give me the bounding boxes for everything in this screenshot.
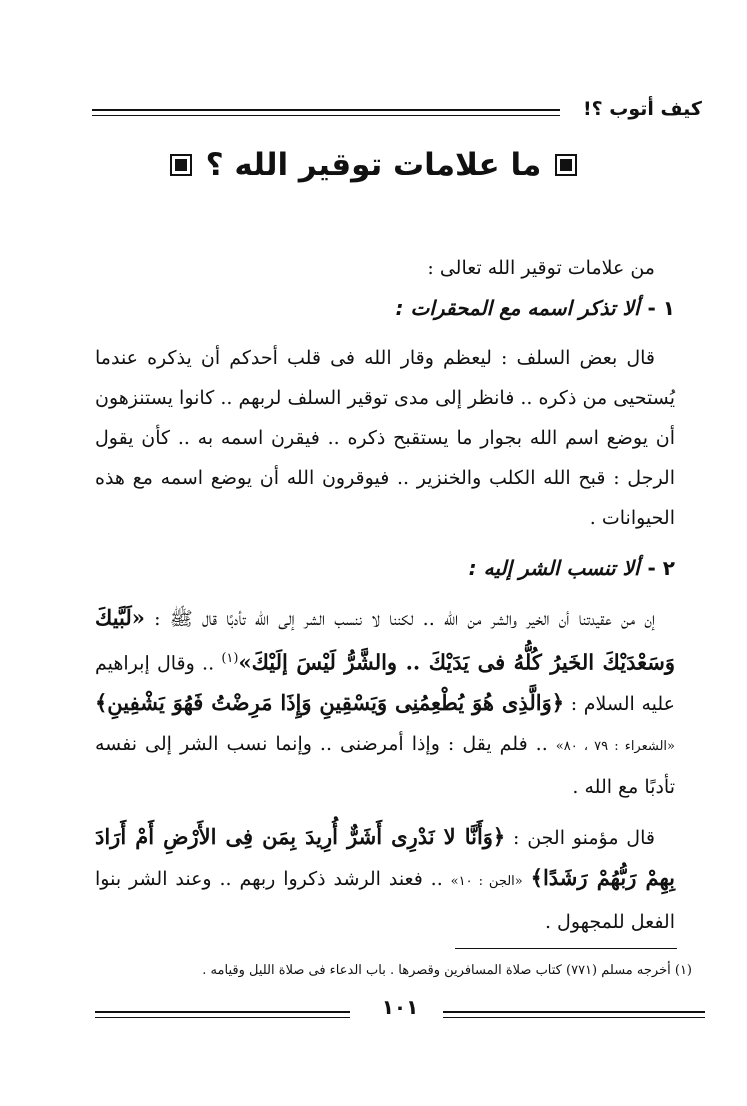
quran-verse: ﴿وَأَنَّا لا نَدْرِى أَشَرٌّ أُرِيدَ بِمَن فِى الأَرْضِ أَمْ أَرَادَ بِهِمْ رَبُّهُمْ رَشَدًا﴾ — [95, 824, 675, 891]
footnote: (١) أخرجه مسلم (٧٧١) كتاب صلاة المسافرين وقصرها . باب الدعاء فى صلاة الليل وقيامه . — [202, 963, 692, 978]
verse-reference: «الشعراء : ٧٩ ، ٨٠» — [555, 739, 676, 755]
quran-verse: ﴿وَالَّذِى هُوَ يُطْعِمُنِى وَيَسْقِينِ وَإِذَا مَرِضْتُ فَهُوَ يَشْفِينِ﴾ — [95, 690, 565, 716]
section-title: ألا تذكر اسمه مع المحقرات : — [395, 296, 640, 320]
running-header-title: كيف أتوب ؟! — [582, 98, 702, 120]
section-heading-2 — [95, 548, 675, 588]
square-ornament-icon — [555, 154, 577, 176]
page-footer — [95, 995, 705, 1025]
running-header — [92, 98, 702, 128]
paragraph — [95, 598, 675, 807]
section-number: ١ - — [647, 296, 675, 320]
verse-reference: «الجن : ١٠» — [450, 874, 523, 890]
paragraph — [95, 817, 675, 942]
section-title: ألا تنسب الشر إليه : — [468, 556, 640, 580]
footnote-rule — [455, 948, 677, 949]
paragraph-text: إن من عقيدتنا أن الخير والشر من الله .. لكننا لا ننسب الشر إلى الله تأدبًا قال ﷺ : — [154, 608, 655, 630]
paragraph-text: .. فلم يقل : وإذا أمرضنى .. وإنما نسب الشر إلى نفسه تأدبًا مع الله . — [95, 733, 675, 799]
chapter-title: ما علامات توقير الله ؟ — [205, 147, 542, 183]
chapter-heading — [0, 140, 747, 190]
footnote-marker: (١) — [221, 651, 239, 666]
intro-line: من علامات توقير الله تعالى : — [427, 257, 655, 279]
hadith-quote: «لَبَّيكَ وَسَعْدَيْكَ الخَيرُ كُلُّهُ فى يَدَيْكَ .. والشَّرُّ لَيْسَ إلَيْكَ» — [95, 605, 675, 675]
paragraph-text: قال مؤمنو الجن : — [513, 827, 655, 850]
square-ornament-icon — [170, 154, 192, 176]
body-text — [95, 248, 675, 942]
paragraph-text: .. فعند الرشد ذكروا ربهم .. وعند الشر بنوا الفعل للمجهول . — [95, 868, 675, 934]
header-rule — [92, 109, 560, 116]
paragraph-text: .. وقال إبراهيم عليه السلام : — [95, 652, 676, 716]
section-number: ٢ - — [647, 556, 675, 580]
page-number: ١٠١ — [381, 995, 419, 1019]
section-heading-1 — [95, 288, 675, 328]
paragraph: قال بعض السلف : ليعظم وقار الله فى قلب أحدكم أن يذكره عندما يُستحيى من ذكره .. فانظر إلى مدى توقير السلف لربهم .. كانوا يستنزهون أن يوضع اسم الله بجوار ما يستقبح ذكره .. فيقرن اسمه به .. كأن يقول الرجل : قبح الله الكلب والخنزير .. فيوقرون الله أن يوضع اسمه مع هذه الحيوانات . — [95, 347, 675, 529]
